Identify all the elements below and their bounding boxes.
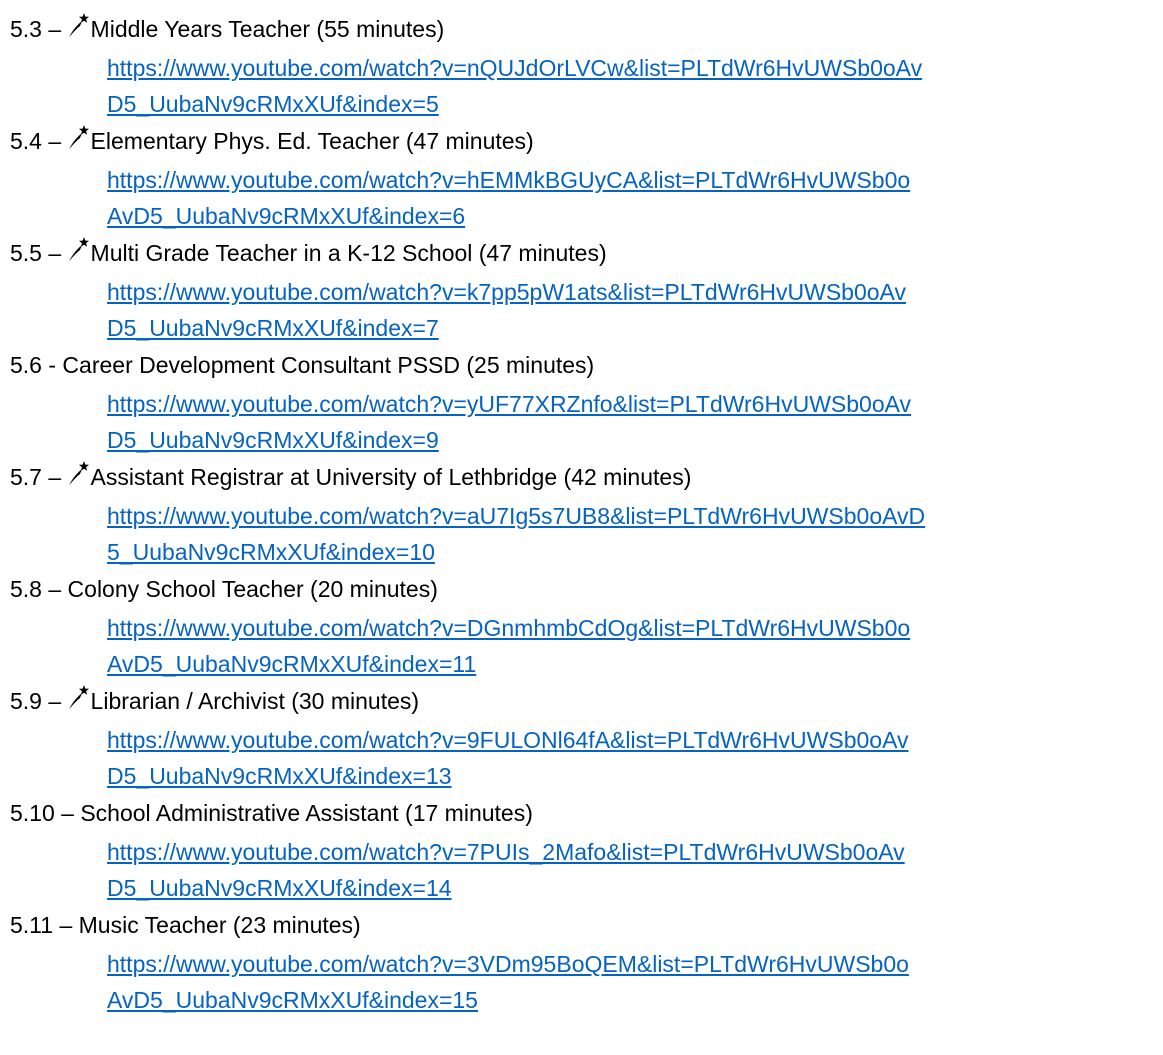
entry-title: Assistant Registrar at University of Lethbridge (42 minutes) [90,464,692,490]
entry-number: 5.7 – [10,464,68,490]
link-line: https://www.youtube.com/watch?v=3VDm95BoQEM&list=PLTdWr6HvUWSb0o [107,951,909,977]
link-line: D5_UubaNv9cRMxXUf&index=14 [107,875,452,901]
youtube-link[interactable] [107,834,1147,906]
entry-number: 5.6 - [10,352,63,378]
entry-title: Multi Grade Teacher in a K-12 School (47 minutes) [90,240,607,266]
entry-heading [10,236,607,270]
entry-number: 5.9 – [10,688,68,714]
entry-number: 5.11 – [10,912,79,938]
link-line: https://www.youtube.com/watch?v=9FULONl64fA&list=PLTdWr6HvUWSb0oAv [107,727,909,753]
link-line: 5_UubaNv9cRMxXUf&index=10 [107,539,435,565]
link-line: https://www.youtube.com/watch?v=aU7Ig5s7UB8&list=PLTdWr6HvUWSb0oAvD [107,503,926,529]
entry-title: Colony School Teacher (20 minutes) [67,576,438,602]
link-line: D5_UubaNv9cRMxXUf&index=13 [107,763,452,789]
entry-title: Career Development Consultant PSSD (25 minutes) [62,352,595,378]
link-line: AvD5_UubaNv9cRMxXUf&index=11 [107,651,477,677]
entry-heading [10,796,533,830]
entry-number: 5.5 – [10,240,68,266]
entry-title: Middle Years Teacher (55 minutes) [90,16,445,42]
link-line: https://www.youtube.com/watch?v=yUF77XRZnfo&list=PLTdWr6HvUWSb0oAv [107,391,912,417]
entry-heading [10,12,444,46]
shooting-star-icon [68,460,90,486]
shooting-star-icon [68,12,90,38]
youtube-link[interactable] [107,722,1147,794]
link-line: https://www.youtube.com/watch?v=k7pp5pW1ats&list=PLTdWr6HvUWSb0oAv [107,279,906,305]
entry-heading [10,572,438,606]
youtube-link[interactable] [107,386,1147,458]
youtube-link[interactable] [107,162,1147,234]
shooting-star-icon [68,236,90,262]
entry-title: School Administrative Assistant (17 minutes) [80,800,533,826]
youtube-link[interactable] [107,498,1147,570]
entry-number: 5.10 – [10,800,81,826]
entry-number: 5.3 – [10,16,68,42]
entry-heading [10,908,361,942]
entry-title: Elementary Phys. Ed. Teacher (47 minutes) [90,128,534,154]
youtube-link[interactable] [107,610,1147,682]
link-line: https://www.youtube.com/watch?v=7PUIs_2Mafo&list=PLTdWr6HvUWSb0oAv [107,839,905,865]
shooting-star-icon [68,684,90,710]
entry-heading [10,684,419,718]
entry-title: Music Teacher (23 minutes) [78,912,361,938]
link-line: https://www.youtube.com/watch?v=DGnmhmbCdOg&list=PLTdWr6HvUWSb0o [107,615,911,641]
youtube-link[interactable] [107,50,1147,122]
entry-number: 5.8 – [10,576,68,602]
entry-heading [10,124,534,158]
youtube-link[interactable] [107,946,1147,1018]
link-line: AvD5_UubaNv9cRMxXUf&index=15 [107,987,478,1013]
entry-title: Librarian / Archivist (30 minutes) [90,688,420,714]
link-line: D5_UubaNv9cRMxXUf&index=9 [107,427,439,453]
entry-number: 5.4 – [10,128,68,154]
entry-heading [10,460,691,494]
entry-heading [10,348,594,382]
youtube-link[interactable] [107,274,1147,346]
link-line: AvD5_UubaNv9cRMxXUf&index=6 [107,203,466,229]
link-line: D5_UubaNv9cRMxXUf&index=5 [107,91,439,117]
shooting-star-icon [68,124,90,150]
link-line: D5_UubaNv9cRMxXUf&index=7 [107,315,439,341]
link-line: https://www.youtube.com/watch?v=nQUJdOrLVCw&list=PLTdWr6HvUWSb0oAv [107,55,923,81]
link-line: https://www.youtube.com/watch?v=hEMMkBGUyCA&list=PLTdWr6HvUWSb0o [107,167,911,193]
